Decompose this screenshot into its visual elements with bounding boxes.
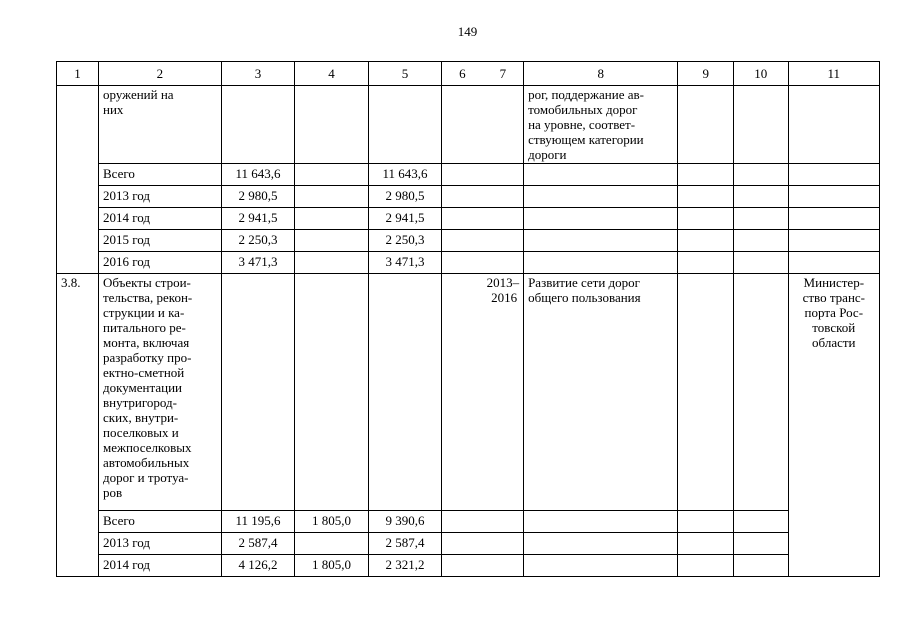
value-regional-budget: 9 390,6 [368,511,441,533]
block-a-c3-empty [221,86,294,164]
empty-cell [442,186,483,208]
block-a-c9-empty [678,86,734,164]
empty-cell [483,533,524,555]
column-header-2: 2 [98,62,221,86]
empty-cell [678,208,734,230]
column-header-8: 8 [524,62,678,86]
value-total-cost: 11 643,6 [221,164,294,186]
value-federal-budget [295,533,368,555]
value-federal-budget [295,252,368,274]
value-total-cost: 4 126,2 [221,555,294,577]
empty-cell [524,555,678,577]
table-row [57,533,880,555]
empty-cell [678,533,734,555]
empty-cell [524,252,678,274]
block-b-c10-empty [734,274,789,511]
value-total-cost: 2 250,3 [221,230,294,252]
row-label: 2016 год [98,252,221,274]
block-a-number-cell [57,86,99,274]
column-header-9: 9 [678,62,734,86]
block-b-c9-empty [678,274,734,511]
item-number: 3.8. [57,274,99,577]
empty-cell [524,511,678,533]
column-header-7: 7 [483,62,524,86]
empty-cell [678,186,734,208]
program-table [56,61,880,577]
value-regional-budget: 2 587,4 [368,533,441,555]
empty-cell [734,186,789,208]
value-regional-budget: 11 643,6 [368,164,441,186]
row-label: 2013 год [98,186,221,208]
value-regional-budget: 2 321,2 [368,555,441,577]
empty-cell [442,208,483,230]
block-a-result: рог, поддержание ав- томобильных дорог на уровне, соответ- ствующем категории дороги [524,86,678,164]
column-header-3: 3 [221,62,294,86]
empty-cell [442,230,483,252]
block-a-c6-empty [442,86,483,164]
block-b-c6-empty [442,274,483,511]
table-row [57,252,880,274]
empty-cell [483,208,524,230]
empty-cell [442,533,483,555]
empty-cell [524,208,678,230]
empty-cell [788,164,879,186]
value-regional-budget: 2 250,3 [368,230,441,252]
row-label: 2013 год [98,533,221,555]
empty-cell [442,555,483,577]
column-header-10: 10 [734,62,789,86]
empty-cell [678,511,734,533]
block-b-c4-empty [295,274,368,511]
empty-cell [524,164,678,186]
block-a-description-row [57,86,880,164]
empty-cell [788,186,879,208]
value-federal-budget [295,230,368,252]
value-total-cost: 11 195,6 [221,511,294,533]
block-b-c5-empty [368,274,441,511]
empty-cell [483,230,524,252]
value-total-cost: 2 941,5 [221,208,294,230]
value-regional-budget: 3 471,3 [368,252,441,274]
page-number: 149 [457,24,478,39]
block-b-name: Объекты строи- тельства, рекон- струкции и ка- питального ре- монта, включая разработку про- ектно-сметной документации внутригород- ских, внутри- поселковых и межпоселковых автомобильных дорог и тротуа- ров [98,274,221,511]
header-row [57,62,880,86]
empty-cell [734,164,789,186]
empty-cell [678,230,734,252]
value-federal-budget: 1 805,0 [295,555,368,577]
row-label: Всего [98,164,221,186]
empty-cell [788,230,879,252]
table-row [57,230,880,252]
empty-cell [788,252,879,274]
table-row [57,186,880,208]
empty-cell [483,555,524,577]
table-row [57,208,880,230]
empty-cell [483,252,524,274]
row-label: 2014 год [98,208,221,230]
row-label: 2015 год [98,230,221,252]
empty-cell [442,511,483,533]
column-header-5: 5 [368,62,441,86]
empty-cell [524,186,678,208]
block-a-c10-empty [734,86,789,164]
empty-cell [442,252,483,274]
value-federal-budget [295,208,368,230]
empty-cell [483,164,524,186]
empty-cell [678,252,734,274]
block-a-c4-empty [295,86,368,164]
empty-cell [734,533,789,555]
implementation-period: 2013– 2016 [483,274,524,511]
empty-cell [678,164,734,186]
value-total-cost: 3 471,3 [221,252,294,274]
row-label: 2014 год [98,555,221,577]
table-row [57,511,880,533]
empty-cell [734,230,789,252]
value-regional-budget: 2 941,5 [368,208,441,230]
value-federal-budget [295,164,368,186]
empty-cell [524,533,678,555]
block-a-c7-empty [483,86,524,164]
empty-cell [524,230,678,252]
empty-cell [483,511,524,533]
table-row [57,164,880,186]
block-b-description-row [57,274,880,511]
row-label: Всего [98,511,221,533]
responsible-executor: Министер- ство транс- порта Рос- товской области [788,274,879,577]
value-total-cost: 2 980,5 [221,186,294,208]
table-row [57,555,880,577]
block-b-result: Развитие сети дорог общего пользования [524,274,678,511]
empty-cell [734,252,789,274]
value-total-cost: 2 587,4 [221,533,294,555]
empty-cell [678,555,734,577]
column-header-4: 4 [295,62,368,86]
empty-cell [483,186,524,208]
block-a-c5-empty [368,86,441,164]
column-header-11: 11 [788,62,879,86]
empty-cell [734,511,789,533]
empty-cell [788,208,879,230]
value-federal-budget [295,186,368,208]
block-b-c3-empty [221,274,294,511]
empty-cell [442,164,483,186]
block-a-name: оружений на них [98,86,221,164]
value-federal-budget: 1 805,0 [295,511,368,533]
column-header-6: 6 [442,62,483,86]
value-regional-budget: 2 980,5 [368,186,441,208]
block-a-c11-empty [788,86,879,164]
column-header-1: 1 [57,62,99,86]
empty-cell [734,208,789,230]
empty-cell [734,555,789,577]
